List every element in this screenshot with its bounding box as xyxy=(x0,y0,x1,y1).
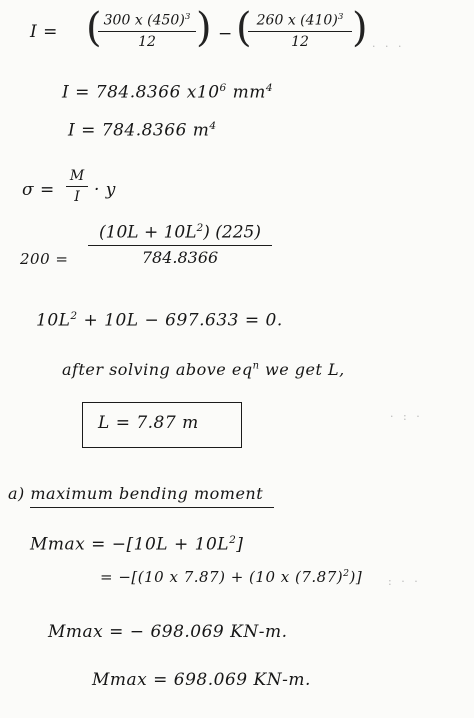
mmax-final-value: Mmax = 698.069 KN-m. xyxy=(92,670,311,690)
minus-sign: − xyxy=(218,24,233,44)
heading-underline xyxy=(30,507,274,508)
quadratic-equation: $10L^2 + 10L - 697.633 = 0$. xyxy=(36,310,283,331)
term1-numerator: 300 x $(450)^3$ xyxy=(103,12,191,29)
stress-lhs: σ = xyxy=(22,180,55,200)
solving-note: after solving above $eq^n$ we get L, xyxy=(62,360,345,379)
result-length: L = 7.87 m xyxy=(98,413,199,433)
stress-fraction xyxy=(66,168,88,205)
fraction-bar xyxy=(66,186,88,187)
stress-rhs: · y xyxy=(94,180,116,200)
fraction-term-2 xyxy=(248,12,352,50)
inertia-value-m4: I = 784.8366 $m^4$ xyxy=(68,120,217,141)
fraction-bar xyxy=(88,245,272,246)
stress-denominator: I xyxy=(74,189,80,205)
fraction-term-1 xyxy=(98,12,196,50)
close-paren-1: ) xyxy=(196,5,212,51)
inertia-value-mm4: I = 784.8366 $x10^6$ $mm^4$ xyxy=(62,82,274,103)
mmax-negative-value: Mmax = − 698.069 KN-m. xyxy=(48,622,288,642)
lhs-text: I = xyxy=(30,22,58,42)
substitution-lhs: 200 = xyxy=(20,250,69,268)
mmax-substitution: = −[(10 x 7.87) + (10 x $(7.87)^2$)] xyxy=(100,568,363,586)
mmax-expression: $Mmax = -[10L + 10L^2]$ xyxy=(30,534,244,555)
term1-denominator: 12 xyxy=(138,33,156,50)
open-paren-1: ( xyxy=(86,5,102,51)
open-paren-2: ( xyxy=(236,5,252,51)
term2-denominator: 12 xyxy=(291,33,309,50)
substitution-fraction xyxy=(88,222,272,267)
bleed-through-marks: : · · xyxy=(388,575,421,588)
bleed-through-marks: · · · xyxy=(372,40,405,53)
moment-of-inertia-lhs xyxy=(30,22,58,42)
fraction-bar xyxy=(98,31,196,32)
close-paren-2: ) xyxy=(352,5,368,51)
fraction-bar xyxy=(248,31,352,32)
part-a-heading: a) maximum bending moment xyxy=(8,484,264,503)
bleed-through-marks: · : · xyxy=(390,410,423,423)
substitution-denominator: 784.8366 xyxy=(141,247,219,267)
stress-numerator: M xyxy=(69,168,85,184)
term2-numerator: 260 x $(410)^3$ xyxy=(256,12,344,29)
substitution-numerator: $(10L + 10L^2)$ (225) xyxy=(99,222,261,243)
